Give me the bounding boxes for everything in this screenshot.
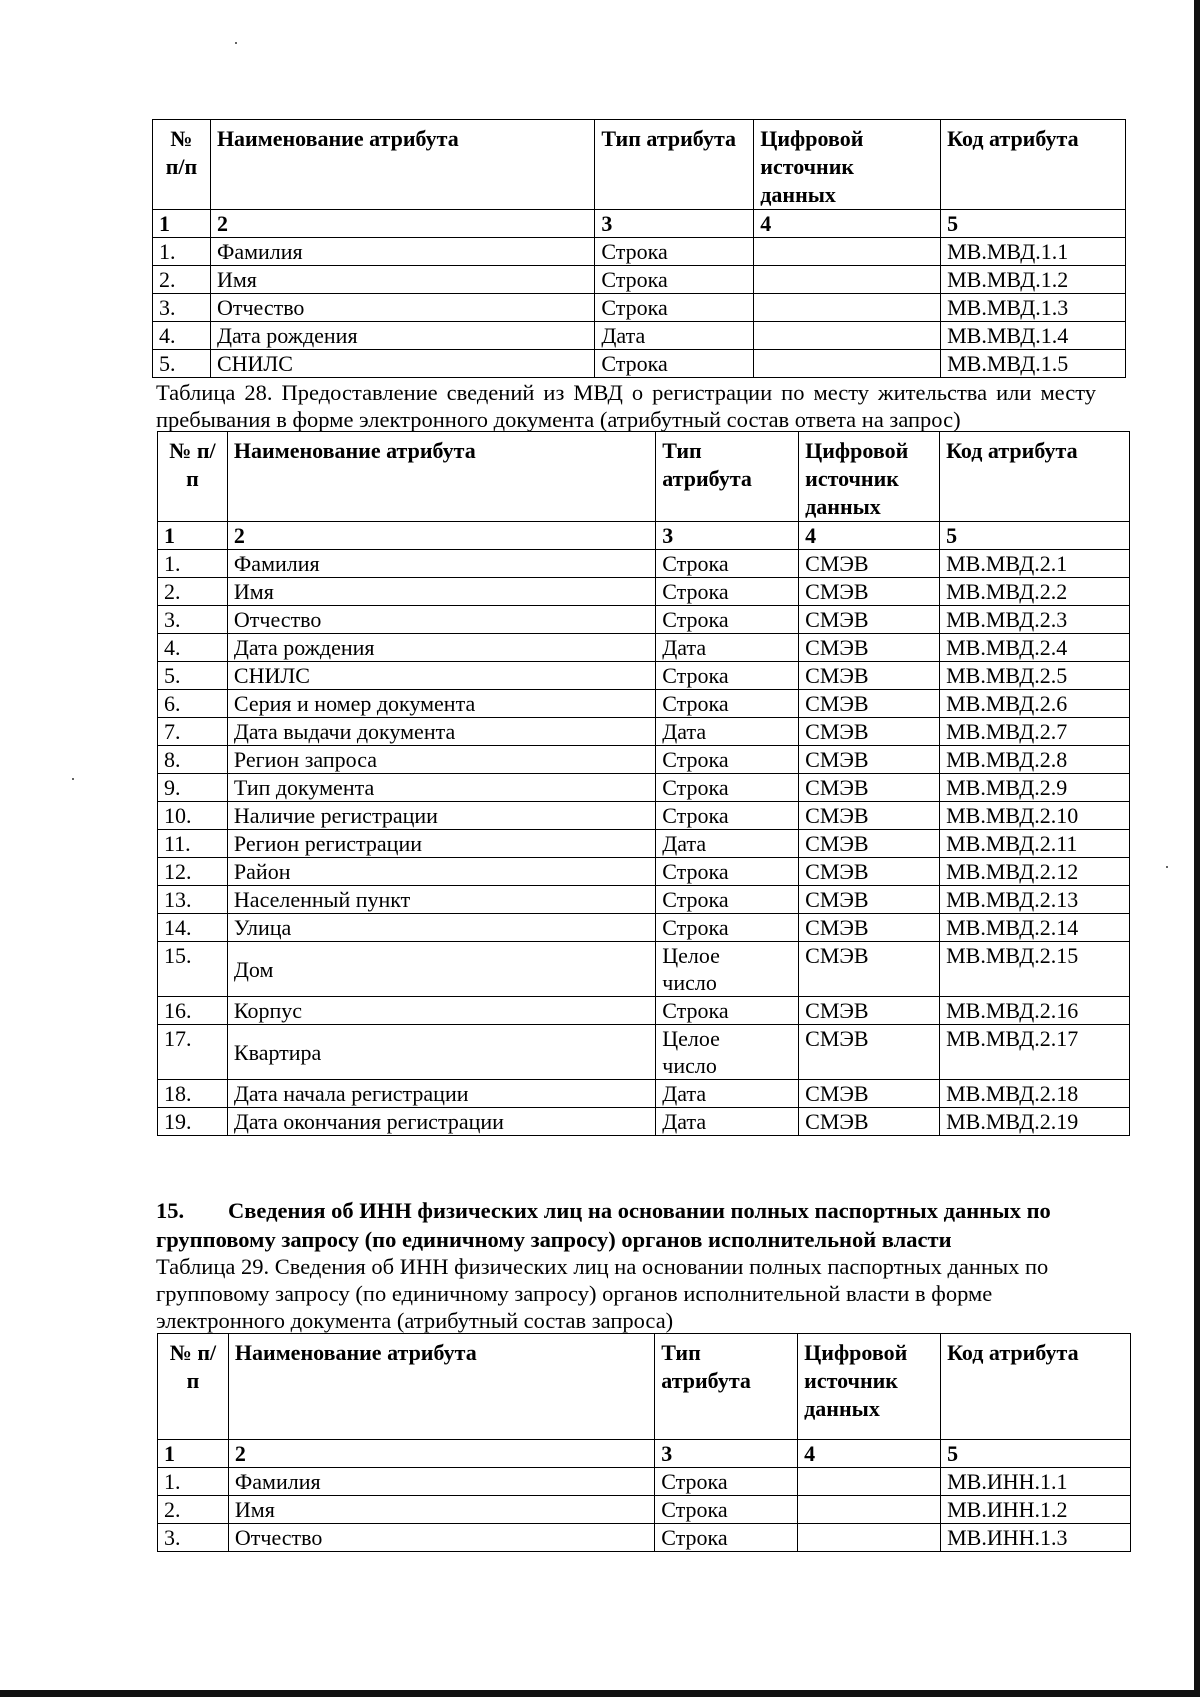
cell-attribute-name: Дата рождения [227, 634, 655, 662]
section-number: 15. [156, 1198, 185, 1223]
cell-data-source: СМЭВ [799, 942, 940, 997]
cell-data-source [798, 1496, 941, 1524]
table-body [158, 1334, 1131, 1552]
cell-number: 4. [158, 634, 228, 662]
cell-number: 1. [153, 238, 211, 266]
cell-data-source: СМЭВ [799, 1025, 940, 1080]
cell-attribute-code: МВ.МВД.2.3 [940, 606, 1130, 634]
table-row [153, 238, 1126, 266]
cell-attribute-code: МВ.МВД.2.6 [940, 690, 1130, 718]
cell-attribute-type: Дата [656, 634, 799, 662]
column-number: 4 [798, 1440, 941, 1468]
cell-attribute-code: МВ.МВД.1.1 [941, 238, 1126, 266]
cell-attribute-type: Строка [595, 238, 754, 266]
cell-data-source: СМЭВ [799, 914, 940, 942]
table-header-row [158, 432, 1130, 522]
cell-attribute-name: Квартира [227, 1025, 655, 1080]
table-row [158, 690, 1130, 718]
column-number: 4 [799, 522, 940, 550]
cell-data-source: СМЭВ [799, 550, 940, 578]
cell-data-source [754, 238, 941, 266]
cell-attribute-code: МВ.ИНН.1.2 [941, 1496, 1131, 1524]
cell-attribute-code: МВ.МВД.2.19 [940, 1108, 1130, 1136]
cell-number: 17. [158, 1025, 228, 1080]
header-data-source: Цифровой источник данных [799, 432, 940, 522]
column-number: 4 [754, 210, 941, 238]
cell-attribute-type: Целое число [656, 1025, 799, 1080]
cell-number: 12. [158, 858, 228, 886]
cell-number: 5. [153, 350, 211, 378]
header-data-source: Цифровой источник данных [754, 120, 941, 210]
column-number-row [153, 210, 1126, 238]
cell-attribute-code: МВ.МВД.1.2 [941, 266, 1126, 294]
table-header-row [158, 1334, 1131, 1440]
cell-attribute-name: Имя [228, 1496, 654, 1524]
cell-attribute-type: Строка [656, 606, 799, 634]
cell-number: 3. [158, 606, 228, 634]
table-header-row [153, 120, 1126, 210]
cell-number: 6. [158, 690, 228, 718]
cell-data-source: СМЭВ [799, 830, 940, 858]
cell-number: 3. [153, 294, 211, 322]
cell-data-source: СМЭВ [799, 746, 940, 774]
header-number: № п/п [153, 120, 211, 210]
cell-data-source: СМЭВ [799, 690, 940, 718]
table-row [158, 634, 1130, 662]
cell-number: 2. [158, 578, 228, 606]
cell-number: 8. [158, 746, 228, 774]
table-row [153, 322, 1126, 350]
column-number-row [158, 522, 1130, 550]
column-number: 1 [153, 210, 211, 238]
header-attribute-name: Наименование атрибута [210, 120, 594, 210]
cell-attribute-type: Дата [595, 322, 754, 350]
cell-attribute-code: МВ.МВД.2.2 [940, 578, 1130, 606]
cell-attribute-code: МВ.МВД.2.16 [940, 997, 1130, 1025]
cell-attribute-code: МВ.МВД.2.1 [940, 550, 1130, 578]
cell-attribute-type: Целое число [656, 942, 799, 997]
cell-attribute-name: Дата выдачи документа [227, 718, 655, 746]
column-number: 5 [941, 1440, 1131, 1468]
cell-attribute-type: Строка [655, 1496, 798, 1524]
table-body [158, 432, 1130, 1136]
cell-data-source [754, 322, 941, 350]
cell-attribute-type: Строка [656, 690, 799, 718]
cell-attribute-name: СНИЛС [227, 662, 655, 690]
cell-data-source: СМЭВ [799, 662, 940, 690]
cell-number: 11. [158, 830, 228, 858]
scan-speck [1166, 866, 1168, 868]
table-mvd-request [152, 119, 1126, 378]
column-number: 1 [158, 522, 228, 550]
table-row [158, 914, 1130, 942]
cell-attribute-type: Строка [656, 774, 799, 802]
scan-border-bottom [0, 1690, 1200, 1697]
table-row [153, 294, 1126, 322]
cell-data-source: СМЭВ [799, 578, 940, 606]
cell-attribute-name: Дата рождения [210, 322, 594, 350]
column-number: 2 [210, 210, 594, 238]
table-row [158, 718, 1130, 746]
cell-attribute-code: МВ.МВД.2.14 [940, 914, 1130, 942]
table-row [158, 606, 1130, 634]
cell-attribute-type: Строка [656, 886, 799, 914]
cell-number: 5. [158, 662, 228, 690]
cell-attribute-code: МВ.ИНН.1.1 [941, 1468, 1131, 1496]
cell-attribute-code: МВ.МВД.2.5 [940, 662, 1130, 690]
table-row [158, 746, 1130, 774]
cell-attribute-name: Фамилия [228, 1468, 654, 1496]
cell-data-source: СМЭВ [799, 774, 940, 802]
cell-attribute-type: Строка [656, 662, 799, 690]
cell-attribute-type: Строка [655, 1468, 798, 1496]
column-number: 3 [655, 1440, 798, 1468]
table-row [158, 1108, 1130, 1136]
cell-attribute-name: Дата окончания регистрации [227, 1108, 655, 1136]
cell-attribute-code: МВ.МВД.2.4 [940, 634, 1130, 662]
scan-speck [235, 42, 237, 44]
cell-attribute-name: Район [227, 858, 655, 886]
header-attribute-code: Код атрибута [941, 120, 1126, 210]
cell-attribute-name: Регион запроса [227, 746, 655, 774]
cell-attribute-code: МВ.ИНН.1.3 [941, 1524, 1131, 1552]
table-row [158, 1496, 1131, 1524]
cell-data-source: СМЭВ [799, 634, 940, 662]
cell-data-source [754, 350, 941, 378]
table-row [158, 1524, 1131, 1552]
cell-data-source [754, 294, 941, 322]
cell-attribute-name: Улица [227, 914, 655, 942]
table-row [158, 550, 1130, 578]
header-attribute-name: Наименование атрибута [228, 1334, 654, 1440]
header-attribute-name: Наименование атрибута [227, 432, 655, 522]
cell-data-source: СМЭВ [799, 802, 940, 830]
cell-attribute-type: Строка [595, 350, 754, 378]
cell-attribute-code: МВ.МВД.2.7 [940, 718, 1130, 746]
column-number: 5 [940, 522, 1130, 550]
cell-attribute-code: МВ.МВД.1.5 [941, 350, 1126, 378]
column-number: 5 [941, 210, 1126, 238]
cell-number: 13. [158, 886, 228, 914]
table-inn-request [157, 1333, 1131, 1552]
cell-attribute-code: МВ.МВД.2.8 [940, 746, 1130, 774]
section-15-heading [156, 1196, 1116, 1254]
cell-attribute-name: Отчество [227, 606, 655, 634]
cell-attribute-name: Тип документа [227, 774, 655, 802]
cell-attribute-type: Дата [656, 718, 799, 746]
table-row [158, 802, 1130, 830]
cell-attribute-name: Наличие регистрации [227, 802, 655, 830]
table-row [158, 1080, 1130, 1108]
table-28-caption: Таблица 28. Предоставление сведений из МВД о регистрации по месту жительства или месту пребывания в форме электронного документа (атрибутный состав ответа на запрос) [156, 380, 1096, 432]
cell-number: 10. [158, 802, 228, 830]
scan-border-right [1194, 0, 1200, 1697]
cell-number: 19. [158, 1108, 228, 1136]
cell-number: 7. [158, 718, 228, 746]
cell-attribute-type: Дата [656, 1080, 799, 1108]
table-row [158, 830, 1130, 858]
cell-attribute-type: Дата [656, 1108, 799, 1136]
table-row [158, 997, 1130, 1025]
cell-attribute-name: Фамилия [227, 550, 655, 578]
cell-attribute-type: Строка [656, 914, 799, 942]
table-29-caption: Таблица 29. Сведения об ИНН физических лиц на основании полных паспортных данных по групповому запросу (по единичному запросу) органов исполнительной власти в форме электронного документа (атрибутный состав запроса) [156, 1254, 1049, 1333]
cell-number: 9. [158, 774, 228, 802]
table-row [158, 578, 1130, 606]
cell-attribute-name: Отчество [210, 294, 594, 322]
cell-attribute-name: Серия и номер документа [227, 690, 655, 718]
cell-number: 2. [158, 1496, 229, 1524]
cell-data-source: СМЭВ [799, 1108, 940, 1136]
table-row [158, 1025, 1130, 1080]
cell-data-source: СМЭВ [799, 1080, 940, 1108]
cell-attribute-type: Строка [656, 578, 799, 606]
table-row [153, 350, 1126, 378]
cell-number: 4. [153, 322, 211, 350]
cell-data-source: СМЭВ [799, 718, 940, 746]
cell-number: 14. [158, 914, 228, 942]
cell-number: 15. [158, 942, 228, 997]
column-number: 3 [595, 210, 754, 238]
cell-attribute-name: СНИЛС [210, 350, 594, 378]
cell-number: 18. [158, 1080, 228, 1108]
section-title: Сведения об ИНН физических лиц на основании полных паспортных данных по групповому запросу (по единичному запросу) органов исполнительной власти [156, 1198, 1051, 1252]
table-row [158, 942, 1130, 997]
cell-attribute-code: МВ.МВД.2.15 [940, 942, 1130, 997]
cell-data-source: СМЭВ [799, 606, 940, 634]
cell-attribute-name: Фамилия [210, 238, 594, 266]
cell-attribute-code: МВ.МВД.2.17 [940, 1025, 1130, 1080]
header-attribute-code: Код атрибута [940, 432, 1130, 522]
table-row [158, 774, 1130, 802]
header-attribute-type: Тип атрибута [655, 1334, 798, 1440]
cell-attribute-type: Дата [656, 830, 799, 858]
column-number: 1 [158, 1440, 229, 1468]
header-attribute-code: Код атрибута [941, 1334, 1131, 1440]
table-row [153, 266, 1126, 294]
column-number: 2 [227, 522, 655, 550]
table-body [153, 120, 1126, 378]
column-number: 2 [228, 1440, 654, 1468]
cell-number: 16. [158, 997, 228, 1025]
cell-data-source [798, 1468, 941, 1496]
cell-attribute-name: Населенный пункт [227, 886, 655, 914]
scan-speck [72, 778, 74, 780]
header-attribute-type: Тип атрибута [595, 120, 754, 210]
cell-data-source [798, 1524, 941, 1552]
table-row [158, 858, 1130, 886]
header-number: № п/п [158, 432, 228, 522]
table-mvd-registration-response [157, 431, 1130, 1136]
cell-attribute-code: МВ.МВД.2.18 [940, 1080, 1130, 1108]
cell-data-source: СМЭВ [799, 997, 940, 1025]
cell-attribute-type: Строка [595, 266, 754, 294]
cell-attribute-type: Строка [656, 997, 799, 1025]
cell-attribute-code: МВ.МВД.2.12 [940, 858, 1130, 886]
cell-attribute-type: Строка [656, 858, 799, 886]
table-row [158, 1468, 1131, 1496]
cell-attribute-code: МВ.МВД.2.10 [940, 802, 1130, 830]
cell-data-source [754, 266, 941, 294]
cell-attribute-name: Имя [227, 578, 655, 606]
cell-attribute-type: Строка [655, 1524, 798, 1552]
cell-attribute-name: Имя [210, 266, 594, 294]
cell-attribute-code: МВ.МВД.2.9 [940, 774, 1130, 802]
cell-attribute-name: Отчество [228, 1524, 654, 1552]
table-row [158, 886, 1130, 914]
header-data-source: Цифровой источник данных [798, 1334, 941, 1440]
cell-attribute-name: Регион регистрации [227, 830, 655, 858]
cell-attribute-code: МВ.МВД.1.4 [941, 322, 1126, 350]
cell-data-source: СМЭВ [799, 858, 940, 886]
cell-attribute-code: МВ.МВД.1.3 [941, 294, 1126, 322]
cell-number: 1. [158, 550, 228, 578]
header-number: № п/п [158, 1334, 229, 1440]
table-row [158, 662, 1130, 690]
column-number: 3 [656, 522, 799, 550]
cell-attribute-code: МВ.МВД.2.13 [940, 886, 1130, 914]
cell-attribute-name: Дом [227, 942, 655, 997]
cell-attribute-name: Дата начала регистрации [227, 1080, 655, 1108]
cell-attribute-code: МВ.МВД.2.11 [940, 830, 1130, 858]
cell-attribute-type: Строка [656, 550, 799, 578]
cell-attribute-type: Строка [656, 802, 799, 830]
column-number-row [158, 1440, 1131, 1468]
cell-attribute-type: Строка [656, 746, 799, 774]
cell-attribute-type: Строка [595, 294, 754, 322]
cell-number: 3. [158, 1524, 229, 1552]
cell-number: 1. [158, 1468, 229, 1496]
cell-number: 2. [153, 266, 211, 294]
cell-attribute-name: Корпус [227, 997, 655, 1025]
cell-data-source: СМЭВ [799, 886, 940, 914]
header-attribute-type: Тип атрибута [656, 432, 799, 522]
